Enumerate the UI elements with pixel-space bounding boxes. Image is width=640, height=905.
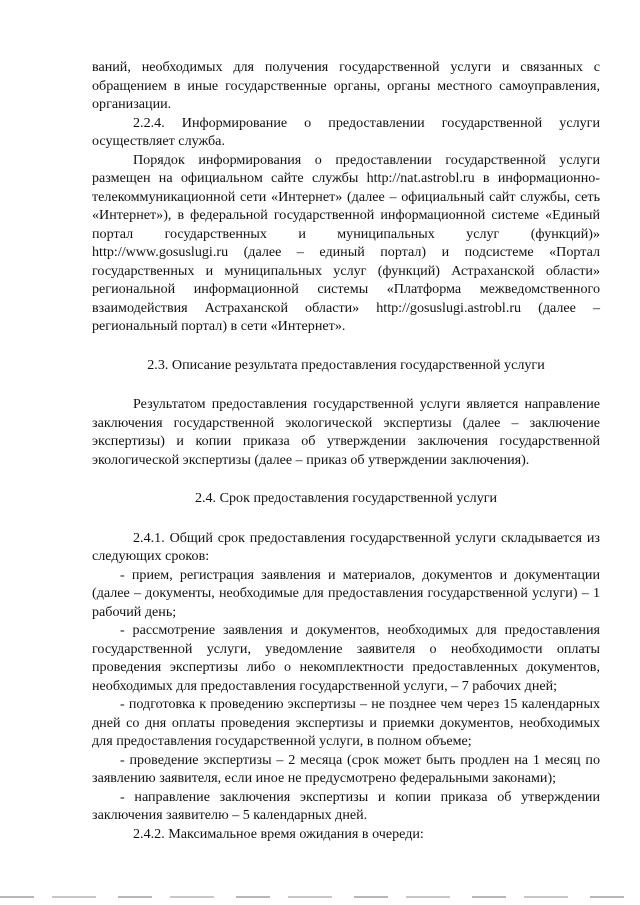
document-page: [92, 58, 600, 843]
list-item-reception: - прием, регистрация заявления и материалов, документов и документации (далее – документы, необходимые для предоставления государственной услуги) – 1 рабочий день;: [92, 566, 600, 620]
scan-footer-artifact: [0, 896, 640, 898]
paragraph-2-2-4: 2.2.4. Информирование о предоставлении государственной услуги осуществляет служба.: [92, 114, 600, 149]
section-heading-2-4: 2.4. Срок предоставления государственной услуги: [194, 490, 498, 506]
section-heading-2-3: 2.3. Описание результата предоставления государственной услуги: [147, 356, 545, 373]
list-item-sending: - направление заключения экспертизы и копии приказа об утверждении заключения заявителю – 5 календарных дней.: [92, 788, 600, 823]
paragraph-continuation: ваний, необходимых для получения государственной услуги и связанных с обращением в иные государственные органы, органы местного самоуправления, организации.: [92, 59, 600, 112]
paragraph-result: Результатом предоставления государственной услуги является направление заключения государственной экологической экспертизы (далее – заключение экспертизы) и копии приказа об утверждении заключения государственной экологической экспертизы (далее – приказ об утверждении заключения).: [92, 396, 600, 468]
list-item-preparation: - подготовка к проведению экспертизы – не позднее чем через 15 календарных дней со дня оплаты проведения экспертизы и приемки документов, необходимых для предоставления государственной услуги, в полном объеме;: [92, 696, 600, 749]
paragraph-2-4-1: 2.4.1. Общий срок предоставления государственной услуги складывается из следующих сроков:: [92, 529, 600, 564]
list-item-review: - рассмотрение заявления и документов, необходимых для предоставления государственной услуги, уведомление заявителя о необходимости оплаты проведения экспертизы либо о некомплектности предоставленных документов, необходимых для предоставления государственной услуги, – 7 рабочих дней;: [92, 622, 600, 694]
list-item-expertise: - проведение экспертизы – 2 месяца (срок может быть продлен на 1 месяц по заявлению заявителя, если иное не предусмотрено федеральными законами);: [92, 751, 600, 786]
paragraph-2-4-2: 2.4.2. Максимальное время ожидания в очереди:: [133, 825, 424, 842]
paragraph-informing-order: Порядок информирования о предоставлении государственной услуги размещен на официальном сайте службы http://nat.astrobl.ru в информационно-телекоммуникационной сети «Интернет» (далее – официальный сайт службы, сеть «Интернет»), в федеральной государственной информационной системе «Единый портал государственных и муниципальных услуг (функций)» http://www.gosuslugi.ru (далее – единый портал) и подсистеме «Портал государственных и муниципальных услуг (функций) Астраханской области» региональной информационной системы «Платформа межведомственного взаимодействия Астраханской области» http://gosuslugi.astrobl.ru (далее – региональный портал) в сети «Интернет».: [92, 151, 600, 334]
